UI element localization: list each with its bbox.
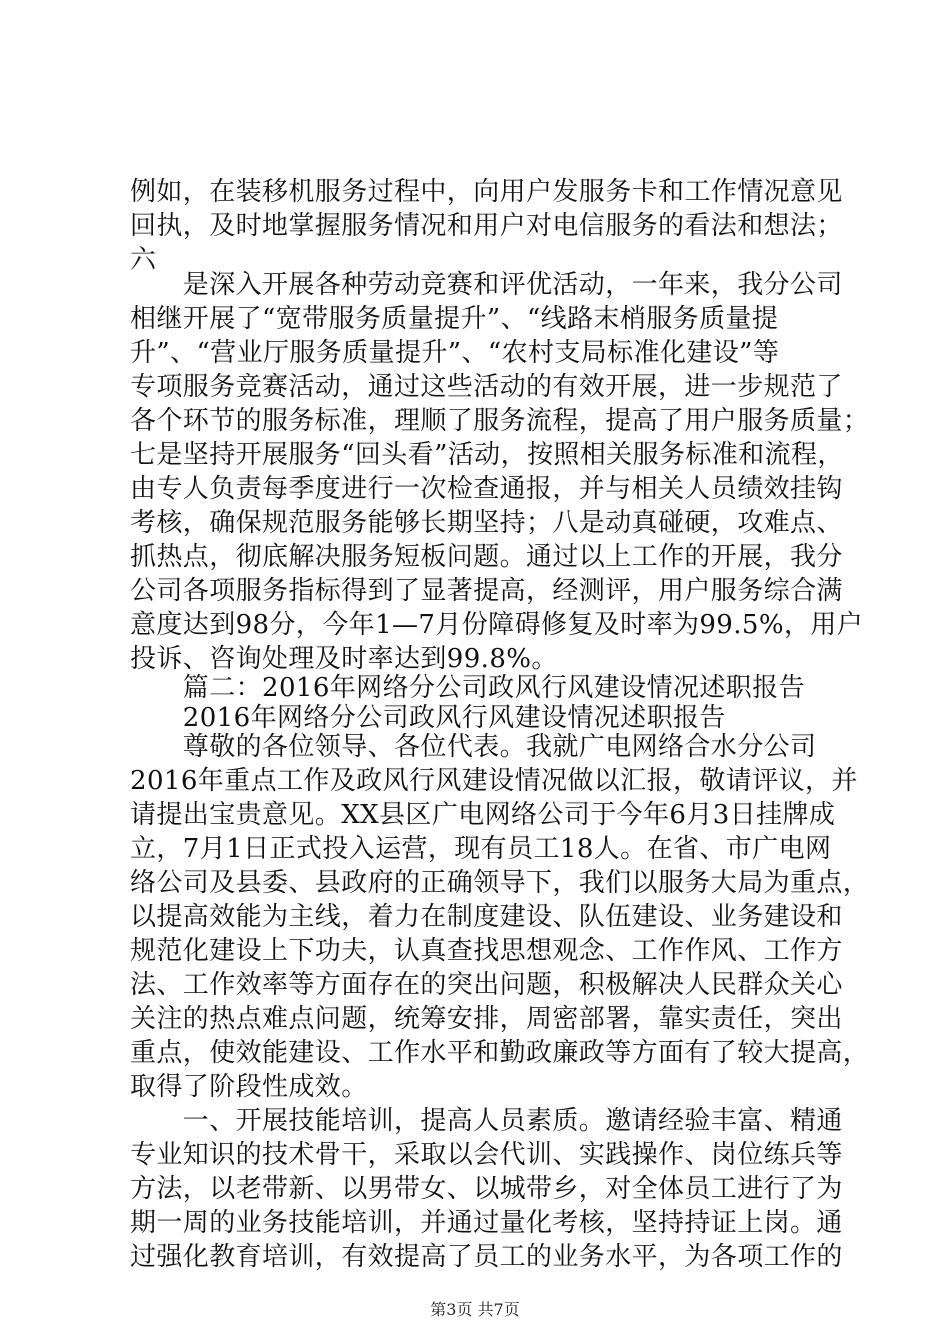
section-heading: 篇二：2016年网络分公司政风行风建设情况述职报告 <box>130 673 805 703</box>
text-line: 考核，确保规范服务能够长期坚持；八是动真碰硬，攻难点、 <box>130 508 843 538</box>
text-line: 2016年重点工作及政风行风建设情况做以汇报，敬请评议，并 <box>130 766 858 796</box>
text-line: 相继开展了“宽带服务质量提升”、“线路末梢服务质量提 <box>130 304 779 334</box>
text-line: 一、开展技能培训，提高人员素质。邀请经验丰富、精通 <box>130 1106 843 1136</box>
text-line: 是深入开展各种劳动竞赛和评优活动，一年来，我分公司 <box>130 270 843 300</box>
text-line: 各个环节的服务标准，理顺了服务流程，提高了用户服务质量； <box>130 406 870 436</box>
text-line: 升”、“营业厅服务质量提升”、“农村支局标准化建设”等 <box>130 338 780 368</box>
text-line: 六 <box>130 245 157 275</box>
text-line: 重点，使效能建设、工作水平和勤政廉政等方面有了较大提高， <box>130 1038 870 1068</box>
text-line: 意度达到98分，今年1—7月份障碍修复及时率为99.5%，用户 <box>130 610 864 640</box>
text-line: 例如，在装移机服务过程中，向用户发服务卡和工作情况意见 <box>130 177 843 207</box>
text-line: 关注的热点难点问题，统筹安排，周密部署，靠实责任，突出 <box>130 1004 843 1034</box>
text-line: 尊敬的各位领导、各位代表。我就广电网络合水分公司 <box>130 732 817 762</box>
text-line: 过强化教育培训，有效提高了员工的业务水平，为各项工作的 <box>130 1242 843 1272</box>
text-line: 由专人负责每季度进行一次检查通报，并与相关人员绩效挂钩 <box>130 474 843 504</box>
text-line: 法、工作效率等方面存在的突出问题，积极解决人民群众关心 <box>130 970 843 1000</box>
text-line: 回执，及时地掌握服务情况和用户对电信服务的看法和想法； <box>130 211 843 241</box>
text-line: 投诉、咨询处理及时率达到99.8%。 <box>130 644 558 674</box>
text-line: 抓热点，彻底解决服务短板问题。通过以上工作的开展，我分 <box>130 542 843 572</box>
text-line: 立，7月1日正式投入运营，现有员工18人。在省、市广电网 <box>130 834 832 864</box>
text-line: 规范化建设上下功夫，认真查找思想观念、工作作风、工作方 <box>130 936 843 966</box>
text-line: 期一周的业务技能培训，并通过量化考核，坚持持证上岗。通 <box>130 1208 843 1238</box>
report-title: 2016年网络分公司政风行风建设情况述职报告 <box>130 703 726 733</box>
text-line: 七是坚持开展服务“回头看”活动，按照相关服务标准和流程， <box>130 440 844 470</box>
page-number-footer: 第3页 共7页 <box>430 1300 520 1319</box>
text-line: 络公司及县委、县政府的正确领导下，我们以服务大局为重点， <box>130 868 870 898</box>
text-line: 公司各项服务指标得到了显著提高，经测评，用户服务综合满 <box>130 576 843 606</box>
text-line: 取得了阶段性成效。 <box>130 1072 368 1102</box>
text-line: 请提出宝贵意见。XX县区广电网络公司于今年6月3日挂牌成 <box>130 800 836 830</box>
text-line: 方法，以老带新、以男带女、以城带乡，对全体员工进行了为 <box>130 1174 843 1204</box>
text-line: 专业知识的技术骨干，采取以会代训、实践操作、岗位练兵等 <box>130 1140 843 1170</box>
text-line: 专项服务竞赛活动，通过这些活动的有效开展，进一步规范了 <box>130 372 843 402</box>
text-line: 以提高效能为主线，着力在制度建设、队伍建设、业务建设和 <box>130 902 843 932</box>
